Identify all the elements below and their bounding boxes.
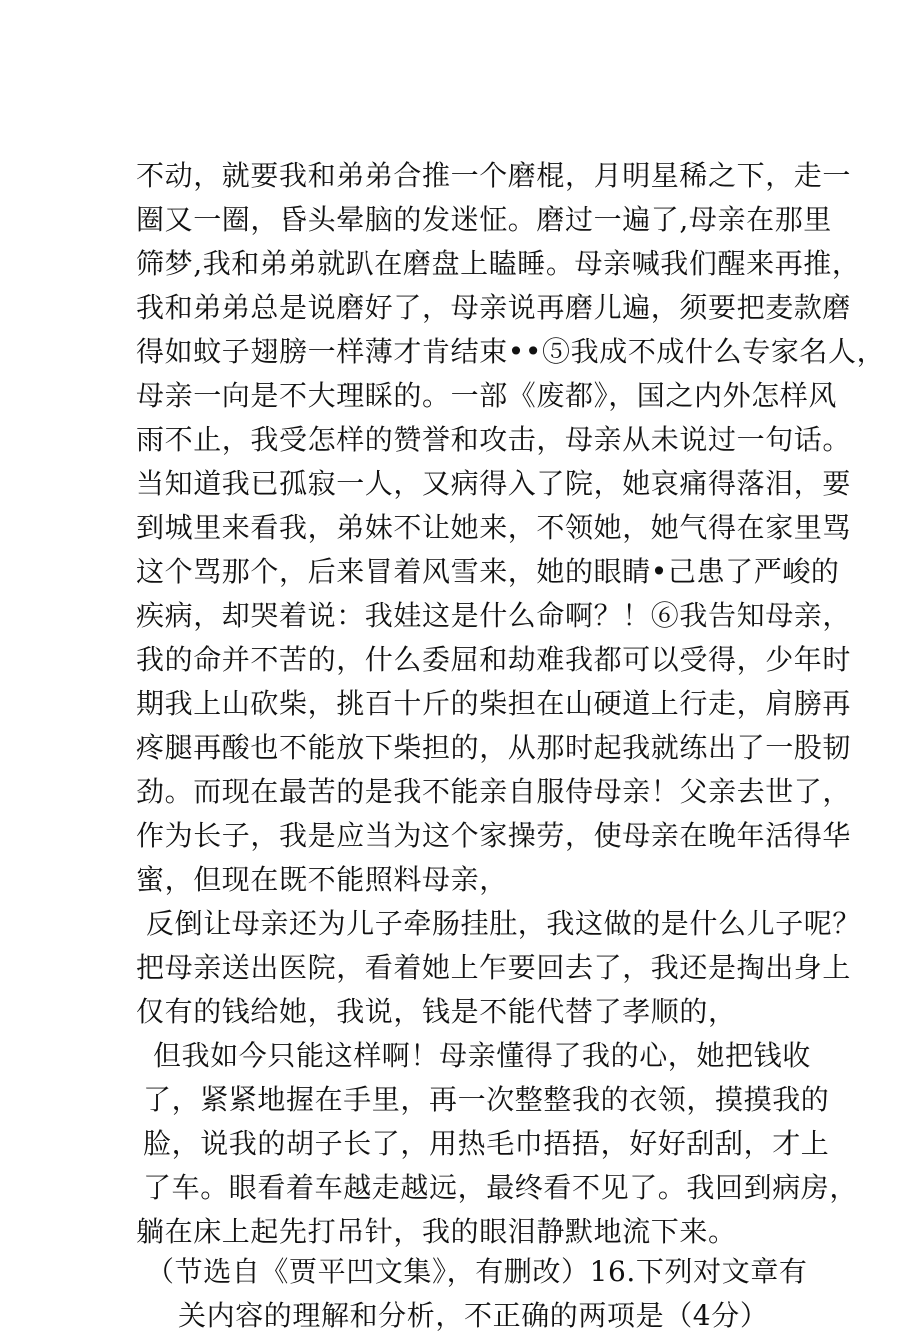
text-line: 不动，就要我和弟弟合推一个磨棍，月明星稀之下，走一	[136, 159, 852, 192]
text-line: 到城里来看我，弟妹不让她来，不领她，她气得在家里骂	[136, 511, 852, 544]
text-line: 当知道我已孤寂一人，又病得入了院，她哀痛得落泪，要	[136, 467, 852, 500]
text-line: 我的命并不苦的，什么委屈和劫难我都可以受得，少年时	[136, 643, 852, 676]
text-line: 疾病，却哭着说：我娃这是什么命啊？！⑥我告知母亲，	[136, 599, 852, 632]
text-line: 蜜，但现在既不能照料母亲，	[136, 863, 508, 896]
text-line: 筛梦,我和弟弟就趴在磨盘上瞌睡。母亲喊我们醒来再推，	[136, 247, 861, 280]
text-line: 反倒让母亲还为儿子牵肠挂肚，我这做的是什么儿子呢？	[146, 907, 862, 940]
text-line: 期我上山砍柴，挑百十斤的柴担在山硬道上行走，肩膀再	[136, 687, 852, 720]
text-line: 但我如今只能这样啊！母亲懂得了我的心，她把钱收	[153, 1039, 811, 1072]
text-line: 躺在床上起先打吊针，我的眼泪静默地流下来。	[136, 1215, 737, 1248]
text-line: 作为长子，我是应当为这个家操劳，使母亲在晚年活得华	[136, 819, 852, 852]
text-line: 得如蚊子翅膀一样薄才肯结束••⑤我成不成什么专家名人，	[136, 335, 886, 368]
text-line: 母亲一向是不大理睬的。一部《废都》，国之内外怎样风	[136, 379, 838, 412]
text-line: 了，紧紧地握在手里，再一次整整我的衣领，摸摸我的	[143, 1083, 830, 1116]
text-line: 把母亲送出医院，看着她上乍要回去了，我还是掏出身上	[136, 951, 852, 984]
text-line: 这个骂那个，后来冒着风雪来，她的眼睛•己患了严峻的	[136, 555, 840, 588]
text-line: 了车。眼看着车越走越远，最终看不见了。我回到病房，	[143, 1171, 859, 1204]
text-line: 雨不止，我受怎样的赞誉和攻击，母亲从未说过一句话。	[136, 423, 852, 456]
text-line: 我和弟弟总是说磨好了，母亲说再磨儿遍，须要把麦款磨	[136, 291, 852, 324]
text-line: 脸，说我的胡子长了，用热毛巾捂捂，好好刮刮，才上	[143, 1127, 830, 1160]
text-line: （节选自《贾平凹文集》，有删改）16.下列对文章有	[146, 1255, 808, 1288]
text-line: 劲。而现在最苦的是我不能亲自服侍母亲！父亲去世了，	[136, 775, 852, 808]
text-line: 关内容的理解和分析，不正确的两项是（4分）	[178, 1299, 769, 1332]
text-line: 圈又一圈，昏头晕脑的发迷怔。磨过一遍了,母亲在那里	[136, 203, 832, 236]
text-line: 疼腿再酸也不能放下柴担的，从那时起我就练出了一股韧	[136, 731, 852, 764]
text-line: 仅有的钱给她，我说，钱是不能代替了孝顺的，	[136, 995, 737, 1028]
